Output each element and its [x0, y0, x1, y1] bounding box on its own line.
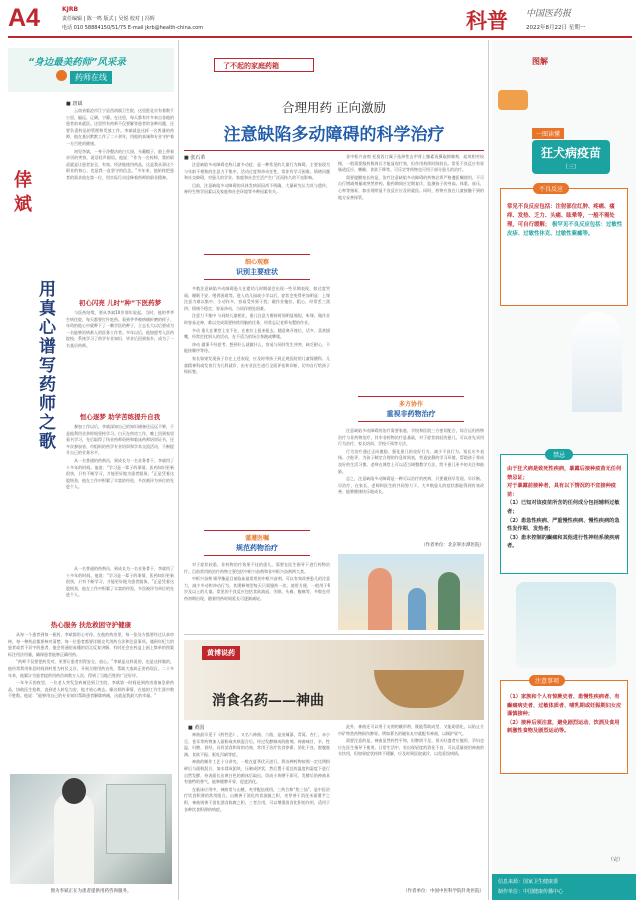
figure-adult-2 [438, 572, 460, 630]
paragraph: 从一名普通的药剂员，到成长为一名业务骨干，李斌用了十多年的时间。他说：“学习是一辈子的事情，医药知识更新很快，只有不断学习，才能更好地为患者服务。”正是凭着这股韧劲，他在工作中积累了丰富的经验，多次被评为单位的先进个人。 [66, 457, 174, 490]
paragraph: 行为治疗通过正向激励，强化患儿的良好行为，减少不良行为。家长应多表扬、少批评，为孩子制定合理的作息时间表，营造安静的学习环境，帮助孩子养成良好的生活习惯。老师在课堂上可以适当调整教学方法，给予患儿更多的关注和鼓励。 [338, 448, 484, 474]
footer-source: 信息来源：国家卫生健康委 [498, 879, 559, 885]
paragraph: 注意缺陷多动障碍也称儿童多动症，是一种常见的儿童行为障碍，主要表现为与年龄不相称的注意力不集中、活动过度和冲动任性，常伴有学习困难、情绪问题和社交障碍，对患儿的学业、家庭和社会生活产生广泛而持久的不良影响。 [184, 162, 330, 181]
patient-illustration [516, 582, 616, 668]
paragraph: 参加工作以后，李斌深知自己的知识储备还远远不够，于是他利用业余时间坚持学习。白天在药房工作，晚上回到家里看书学习，先后取得了执业药师资格和临床药师培训证书，还多次参加省、市组织的药学专业培训和学术交流活动，不断提升自己的业务水平。 [66, 424, 174, 456]
sub-tag: 一图读懂 [532, 128, 564, 139]
paragraph: 神曲的制作工艺十分讲究，一般在夏季伏天进行。将各种药物按照一定比例粉碎后与面粉混合，加水揉成团块，压制成饼状，然后置于适宜的温度和湿度下进行自然发酵，待表面长出黄白色的菌丝后取出，切成小块晒干即可。发酵后的神曲具有独特的香气，能够健脾开胃，促进消化。 [184, 759, 330, 785]
header-rule [8, 36, 632, 38]
col-a-top [184, 162, 330, 248]
page-header [0, 0, 640, 38]
bottom-title: 消食名药——神曲 [212, 693, 324, 709]
paragraph: 多动 患儿在课堂上坐不住，在座位上扭来扭去，随意离开座位，话多，喜欢插嘴，经常打扰别人的活动，在不适当的场合奔跑或攀爬。 [184, 327, 330, 340]
subhead-3: 热心服务 扶危救困守护健康 [50, 621, 132, 629]
paragraph: 多数注意缺陷多动障碍患儿在婴幼儿时期就会出现一些早期表现，如过度哭闹、睡眠不安、喂养困难等。进入幼儿园或小学以后，症状会变得更加明显：上课注意力难以集中，小动作多，容易受外界干扰；做作业拖拉、粗心，经常丢三落四；情绪不稳定，容易冲动，与同伴相处困难。 [184, 286, 330, 311]
bottom-tag: 黄博说药 [202, 646, 240, 660]
person-figure [54, 792, 94, 884]
paragraph: 与医药结缘，要从李斌10岁那年说起。当时，他的爷爷生病住院，每天都要打针吃药。看到爷爷被病痛折磨的样子，年幼的他心中就种下了一颗学医的种子，立志长大以后要成为一名能够治病救人的医务工作者。多年以后，他如愿考入医药院校，系统学习了药学专业知识，毕业后回到家乡，成为了一名基层药师。 [66, 310, 174, 348]
paragraph: “药师不仅要把药发对，更要让患者用得安全、放心。”李斌是这样说的，也是这样做的。他经常利用休息时间到村里为村民义诊，开展合理用药宣传，帮助大家纠正用药误区。二十多年来，他累计为患者提供用药咨询数万人次，得到了当地百姓的广泛好评。 [8, 659, 174, 678]
contra-item: （2）患急性疾病、严重慢性疾病、慢性疾病的急性发作期、发热者； [507, 517, 620, 533]
notes-item: （1）家族和个人有惊厥史者、患慢性疾病者、有癫痫病史者、过敏体质者、哺乳期或妊娠期妇女应谨慎接种； [507, 694, 622, 718]
subhead-box-3 [204, 530, 310, 556]
box-notes-text [507, 693, 623, 736]
contra-line-1: 由于狂犬病是致死性疾病，暴露后接种疫苗无任何禁忌证； [507, 466, 622, 481]
family-illustration [338, 554, 484, 630]
box-contra-title: 禁忌 [545, 449, 573, 460]
banner [8, 48, 174, 92]
banner-title: “身边最美药师”风采录 [28, 57, 126, 68]
contra-line-2: 对于暴露前接种者，具有以下情况的不宜接种疫苗： [507, 483, 616, 498]
author-sign: （作者单位：北京积水潭医院） [421, 543, 484, 548]
paragraph: 从每一个患者到每一瓶药，李斌都用心对待。在他的药房里，每一张处方都要经过认真审核，每一种药品都要核对清楚，每一位患者都要详细交代用药方法和注意事项。遇到年纪大的患者或者不识字的患者，他会用通俗易懂的语言反复讲解，有时还会在药盒上画上简单的图案标注用法用量，确保患者能够正确用药。 [8, 632, 174, 657]
paragraph: 需要注意的是，神曲虽然药性平和，但脾阴不足、胃火旺盛者应慎用，孕妇也应在医生指导下使用。日常生活中，若出现轻度的消化不良，可以适量使用神曲煎水饮用，但如果症状持续不缓解，应及时到医院就诊，以免延误病情。 [338, 738, 484, 757]
subhead-2b: 重视非药物治疗 [386, 410, 436, 418]
bottom-col-b [338, 724, 484, 884]
col-b-top [338, 154, 484, 392]
infographic-title: 狂犬病疫苗 [540, 146, 601, 160]
paragraph: 初见李斌，一身干净整洁的白大褂，头戴帽子，脸上带着亲切的笑容，说话轻声细语。他说：“作为一名药师，我的职责就是让患者安全、有效、经济地使用药品，这是我从事这个职业的初心，也是我一直坚守的信念。”多年来，他始终把患者的需求放在第一位，用实际行动诠释着药师的职业精神。 [66, 148, 174, 180]
bottom-article [184, 636, 484, 900]
photo-caption: 图为李斌正在为患者提供用药咨询服务。 [50, 889, 132, 894]
box-notes-title: 注意事项 [529, 675, 565, 686]
subhead-box-2 [358, 396, 464, 422]
footer-maker: 制作单位：中国健康传播中心 [498, 889, 564, 895]
paragraph: 冲动 做事不经思考，想到什么就做什么，容易与同伴发生冲突，缺乏耐心，不能按顺序等待。 [184, 341, 330, 354]
doctor-illustration [572, 312, 622, 412]
byline: ■ 唐斌 [66, 101, 83, 107]
title-rule [184, 150, 484, 151]
intro-text [66, 108, 174, 294]
pharmacist-photo [10, 774, 172, 884]
cont-mark: （完） [608, 857, 624, 863]
issue-date: 2022年8月22日 星期一 [526, 25, 586, 31]
paragraph: 需要提醒家长的是，治疗注意缺陷多动障碍的药物必须严格遵医嘱使用，不可自行增减剂量或突然停药。服药期间应定期复诊，监测孩子的身高、体重、血压、心率等指标，如出现明显不良反应应及时就医。同时，药物应放在儿童接触不到的地方妥善保管。 [338, 174, 484, 200]
section-title: 科普 [466, 9, 508, 33]
col-2-upper [66, 566, 174, 616]
box-contra [500, 454, 628, 574]
bottom-sign: （作者单位：中国中医科学院针灸医院） [403, 889, 484, 894]
page-number: A4 [8, 4, 40, 32]
contra-item: （1）已知对该疫苗所含的任何成分包括辅料过敏者； [507, 500, 620, 515]
paragraph: 神曲最早见于《药性论》，又名六神曲、六曲，是由辣蓼、青蒿、杏仁、赤小豆、苍耳等药物加入面粉或麦麸混合后，经过发酵制成的曲剂。神曲味甘、辛，性温，归脾、胃经，具有消食和胃的功效，常用于治疗饮食停滞、消化不良、脘腹胀满、食欲不振、呕吐泻痢等症。 [184, 732, 330, 757]
notes-item: （2）接种后须注意，避免剧烈运动、饮酒及食用刺激性食物及剧烈运动等。 [507, 719, 620, 735]
paragraph: 家长如果发现孩子存在上述表现，应及时带孩子到正规医院的儿童保健科、儿童精神科或发育行为儿科就诊，由专业医生进行全面评估和诊断，切勿自行给孩子贴标签。 [184, 355, 330, 375]
section-1-text [66, 310, 174, 408]
paragraph: 对于症状较重、非药物治疗效果不佳的患儿，需要在医生指导下进行药物治疗。目前常用的治疗药物主要包括中枢兴奋剂和非中枢兴奋剂两大类。 [184, 562, 330, 574]
subhead-1a: 细心观察 [244, 259, 269, 266]
tag-box [214, 58, 314, 72]
infographic-title-box [532, 140, 610, 174]
infographic [492, 40, 636, 900]
bottom-col-a [184, 732, 330, 900]
figure-adult [368, 568, 392, 630]
adverse-common: 常见不良反应包括：注射部位红肿、疼痛、瘙痒、发热、乏力、头痛、眩晕等，一般不需处理，可自行缓解； [507, 204, 615, 228]
footer-bar [492, 874, 636, 900]
speaker-icon [498, 90, 528, 110]
box-adverse [500, 188, 628, 306]
bottom-divider [184, 634, 484, 635]
subhead-1b: 识别主要症状 [236, 268, 278, 276]
subhead-2: 恒心逐梦 助学苦练提升自我 [79, 413, 161, 421]
title-kicker: 合理用药 正向激励 [282, 100, 386, 115]
contact-line: 电话 010 58884150/51/75 E-mail jkrb@health-china.com [62, 25, 204, 31]
paragraph: 目前，注意缺陷多动障碍的具体发病原因尚不明确，大量研究认为其与遗传、神经生物学因素以及家庭和社会环境等多种因素有关。 [184, 182, 330, 195]
col-b-mid [338, 428, 484, 538]
paragraph: 中枢兴奋剂 哌甲酯是目前临床最常用的中枢兴奋剂，可以有效改善患儿的注意力，减少多动和冲动行为。其缓释剂型每天只需服药一次，使用方便，一般用于6岁及以上的儿童。常见的不良反应包括食欲减退、失眠、头痛、腹痛等，多数在用药初期出现，随着用药时间延长可逐渐减轻。 [184, 576, 330, 601]
paragraph: 从一名普通的药剂员，到成长为一名业务骨干，李斌用了十多年的时间。他说：“学习是一辈子的事情，医药知识更新很快，只有不断学习，才能更好地为患者服务。”正是凭着这股韧劲，他在工作中积累了丰富的经验，多次被评为单位的先进个人。 [66, 566, 174, 598]
col-a-bottom [184, 562, 330, 630]
box-notes [500, 680, 628, 774]
paragraph: 一年冬天的夜里，一位老人突发急病被送到卫生院，李斌第一时间赶到药房准备急救药品，协助医生抢救，直到老人转危为安，他才放心离去。像这样的事情，在他的工作生涯中数不胜数。他说：“能够用自己的专业知识帮助患者解除病痛，这就是我最大的幸福。” [8, 680, 174, 699]
main-title: 注意缺陷多动障碍的科学治疗 [223, 125, 445, 145]
herb-bowl [374, 670, 464, 708]
paragraph: 非中枢兴奋剂 托莫西汀属于选择性去甲肾上腺素再摄取抑制剂，起效相对较慢，一般需要服药数周后才能显现疗效，但作用持续时间较长。常见不良反应有胃肠道反应、嗜睡、食欲下降等。可乐定等药物也可用于部分患儿的治疗。 [338, 154, 484, 173]
adverse-rare: 极罕见不良反应包括：过敏性皮疹、过敏性休克、过敏性紫癜等。 [507, 222, 623, 237]
shelf [106, 784, 166, 854]
vertical-title: 用真心谱写药师之歌 [35, 280, 55, 451]
paragraph: 注意缺陷多动障碍的治疗需要家庭、学校和医院三方密切配合，综合运用药物治疗与非药物治疗。其中非药物治疗是基础，对于症状较轻的患儿，可以首先采用行为治疗、家长培训、学校干预等方法。 [338, 428, 484, 447]
paragraph: 此外，神曲还可以用于丸剂的赋形剂，既能帮助成型，又能助消化，以防止方中矿物类药物损伤脾胃。例如著名的磁朱丸中就配有神曲，以顾护胃气。 [338, 724, 484, 736]
tag-text: 了不起的家庭药箱 [223, 62, 279, 70]
contra-item: （3）患未控制的癫痫和其他进行性神经系统疾病者。 [507, 534, 620, 550]
editor-line: 责任编辑 | 陈一鸣 版式 | 吴悦 校对 | 冯辉 [62, 16, 155, 22]
section-3-text [8, 632, 174, 770]
box-adverse-title: 不良反应 [533, 183, 569, 194]
center-article [184, 40, 484, 630]
masthead-logo [526, 6, 571, 19]
person-head [62, 778, 86, 804]
left-article [8, 40, 174, 900]
box-contra-text [507, 465, 623, 551]
col-a-mid [184, 286, 330, 524]
tag-label: 图解 [532, 57, 548, 66]
byline: ■ 张石革 [184, 155, 206, 161]
subhead-1: 初心闪亮 儿时“种”下医药梦 [78, 299, 162, 307]
figure-child [408, 588, 426, 630]
section-2-text [66, 424, 174, 564]
banner-subtitle: 药师在线 [70, 71, 112, 84]
pill-icon [56, 70, 67, 81]
byline: ■ 黄国 [188, 725, 205, 731]
box-adverse-text [507, 203, 623, 239]
col-divider [488, 40, 489, 900]
subhead-3b: 规范药物治疗 [236, 544, 278, 552]
paragraph: 云南省临沧市江宁县西南镇卫生院，这里距北京有着数千公里，偏远、辽阔、宁静。在这里，每天都有许多来自各地的患者前来就医。这里所有药师不仅要解答患者的各种问题，还要负责药品的管理和发放工作。李斌就是这样一名普通的药师，他在基层默默工作了二十余年，用他的真诚和专业守护着一方百姓的健康。 [66, 108, 174, 146]
paragraph: 在临床应用中，神曲常与山楂、麦芽配伍使用，三药合称“焦三仙”，是中医治疗饮食积滞的常用组合。山楂善于消化肉食油腻之积，麦芽善于消化米面薯芋之积，神曲则善于消化酒食陈腐之积，三者合用，可以增强消食化积的作用，适用于各种饮食积滞的病症。 [184, 786, 330, 812]
paragraph: 总之，注意缺陷多动障碍是一种可以治疗的疾病，只要做到早发现、早诊断、早治疗，在家长、老师和医生的共同努力下，大多数患儿的症状都能得到有效改善，能够健康快乐地成长。 [338, 476, 484, 495]
subhead-2a: 多方协作 [398, 401, 423, 408]
infographic-num: （三） [561, 164, 580, 171]
vertical-name: 倖斌 [11, 170, 32, 218]
paragraph: 注意力不集中 与同龄儿童相比，患儿注意力维持时间明显缩短，听课、做作业时容易走神，难以完成需要持续用脑的任务，经常忘记老师布置的作业。 [184, 313, 330, 325]
masthead-text: 中国医药报 [526, 9, 572, 19]
subhead-3a: 谨遵医嘱 [244, 535, 269, 542]
medicine-photo [184, 640, 484, 720]
col-divider [178, 40, 179, 900]
kjrb-label: KJRB [62, 6, 79, 13]
subhead-box-1 [204, 254, 310, 280]
